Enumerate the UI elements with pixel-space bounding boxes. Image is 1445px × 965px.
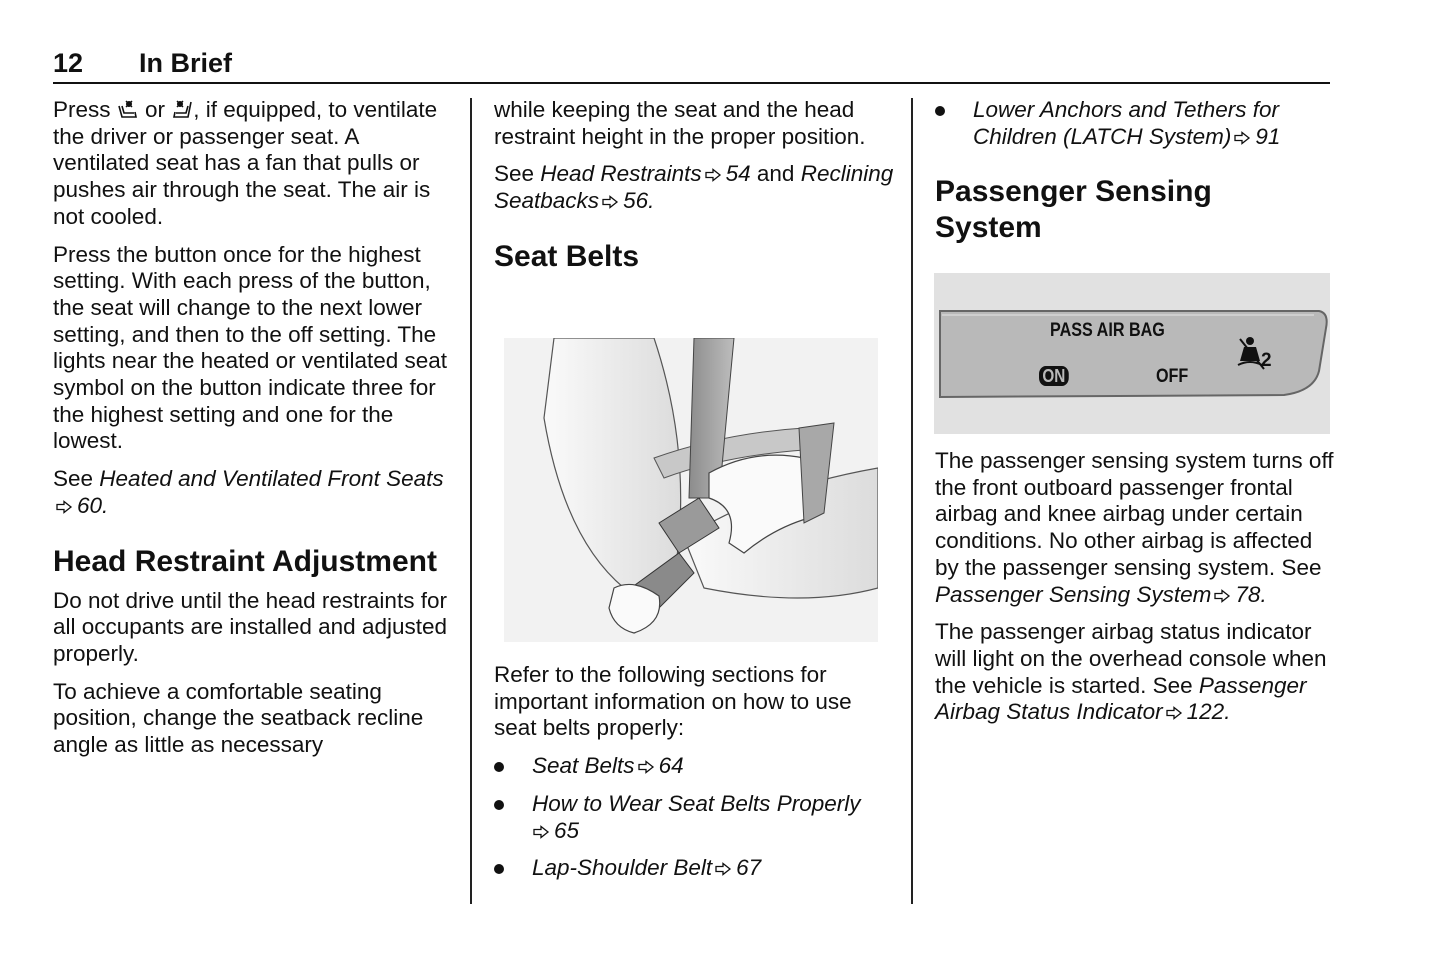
column-3-lower — [935, 448, 1335, 737]
page-reference-arrow-icon — [55, 500, 73, 514]
pass-airbag-indicator-figure — [934, 273, 1330, 434]
icon-suffix: 2 — [1261, 350, 1272, 371]
list-item[interactable]: Lap-Shoulder Belt 67 — [494, 855, 894, 882]
settings-paragraph: Press the button once for the highest setting. With each press of the button, the seat will change to the next lower setting, and then to the off setting. The lights near the heated or ventilated seat symbol on the button indicate three for the highest setting and one for the lowest. — [53, 241, 448, 454]
heading-seat-belts: Seat Belts — [494, 239, 640, 273]
continued-paragraph: while keeping the seat and the head restraint height in the proper position. — [494, 97, 866, 149]
column-divider — [911, 98, 913, 904]
recline-paragraph: To achieve a comfortable seating position, change the seatback recline angle as little as necessary — [53, 678, 424, 758]
bullet-icon — [494, 800, 504, 810]
page-reference-arrow-icon — [637, 760, 655, 774]
page-reference-arrow-icon — [1213, 589, 1231, 603]
xref-link[interactable]: Passenger Sensing System — [935, 581, 1212, 607]
heading-head-restraint: Head Restraint Adjustment — [53, 544, 437, 578]
page-reference-arrow-icon — [1165, 706, 1183, 720]
page-reference-arrow-icon — [714, 862, 732, 876]
driver-ventilated-seat-icon — [117, 98, 139, 120]
list-item[interactable]: Seat Belts 64 — [494, 753, 894, 780]
page-reference-arrow-icon — [704, 168, 722, 182]
seat-belt-reference-list — [494, 753, 894, 882]
pss-paragraph: The passenger sensing system turns off the front outboard passenger frontal airbag and knee airbag under certain conditions. No other airbag is affected by the passenger sensing system. See Passenger Sensing System 78. — [935, 448, 1334, 607]
column-3 — [935, 97, 1335, 246]
list-item[interactable]: How to Wear Seat Belts Properly 65 — [494, 791, 894, 844]
seat-belt-buckling-illustration — [504, 338, 878, 642]
column-1 — [53, 97, 453, 770]
latch-reference-list — [935, 97, 1335, 150]
bullet-icon — [935, 106, 945, 116]
head-restraint-paragraph: Do not drive until the head restraints for all occupants are installed and adjusted properly. — [53, 587, 448, 666]
bullet-icon — [494, 762, 504, 772]
airbag-on-indicator: ON — [1039, 366, 1069, 386]
xref-link[interactable]: Reclining Seatbacks — [494, 161, 894, 214]
page-number: 12 — [53, 48, 84, 78]
see-also-head-restraints: See Head Restraints 54 and Reclining Seatbacks 56. — [494, 161, 894, 214]
refer-paragraph: Refer to the following sections for important information on how to use seat belts properly: — [494, 662, 852, 741]
see-also-heated-seats: See Heated and Ventilated Front Seats60. — [53, 466, 444, 518]
status-indicator-paragraph: The passenger airbag status indicator will light on the overhead console when the vehicle is started. See Passenger Airbag Status Indicator 122. — [935, 619, 1327, 725]
airbag-off-indicator: OFF — [1156, 366, 1189, 387]
column-divider — [470, 98, 472, 904]
page-reference-arrow-icon — [532, 825, 550, 839]
ventilation-paragraph: Press or , if equipped, to ventilate the driver or passenger seat. A ventilated seat has a fan that pulls or pushes air through the seat. The air is not cooled. — [53, 97, 438, 229]
xref-link[interactable]: Heated and Ventilated Front Seats — [99, 466, 444, 492]
xref-link[interactable]: Head Restraints — [540, 161, 702, 187]
section-title: In Brief — [139, 48, 233, 78]
column-2-lower — [494, 662, 894, 893]
passenger-ventilated-seat-icon — [171, 98, 193, 120]
page-header — [53, 46, 1330, 84]
xref-link[interactable]: Passenger Airbag Status Indicator — [935, 672, 1307, 725]
column-2 — [494, 97, 894, 275]
page-reference-arrow-icon — [601, 195, 619, 209]
heading-passenger-sensing-system: Passenger Sensing System — [935, 175, 1212, 245]
bullet-icon — [494, 864, 504, 874]
list-item[interactable]: Lower Anchors and Tethers for Children (LATCH System) 91 — [935, 97, 1335, 150]
page-reference-arrow-icon — [1233, 131, 1251, 145]
pass-airbag-label: PASS AIR BAG — [1050, 320, 1165, 341]
